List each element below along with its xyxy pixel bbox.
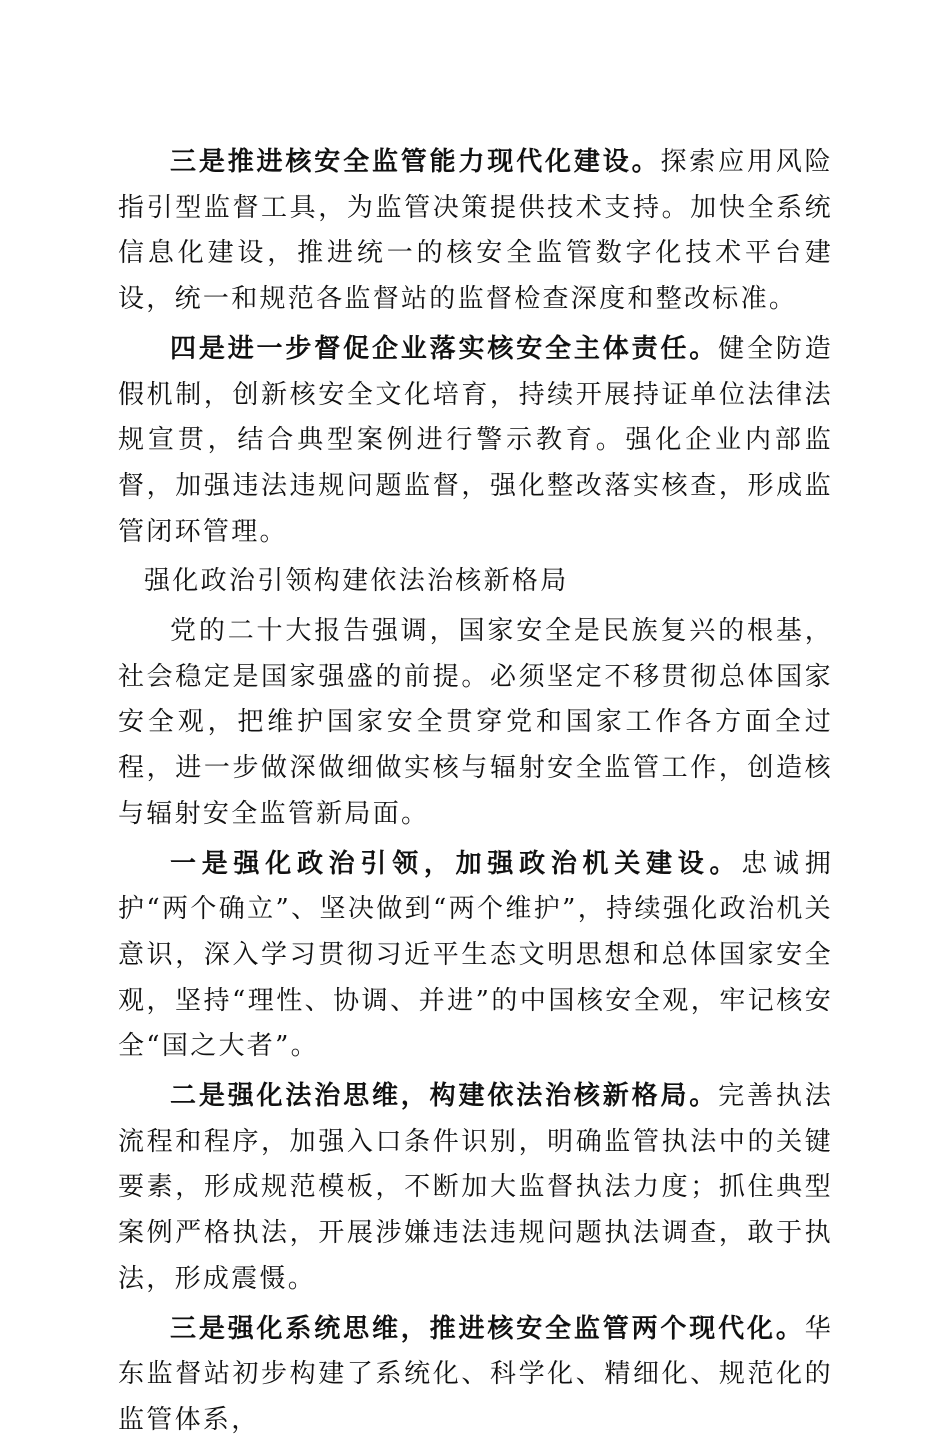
point-political-leadership bbox=[118, 842, 833, 1071]
paragraph-lead: 三是推进核安全监管能力现代化建设。 bbox=[170, 147, 661, 177]
paragraph-capability-modernization bbox=[118, 140, 833, 323]
paragraph-body: 探索应用风险指引型监督工具，为监管决策提供技术支持。加快全系统信息化建设，推进统一的核安全监管数字化技术平台建设，统一和规范各监督站的监督检查深度和整改标准。 bbox=[118, 147, 833, 315]
section-heading: 强化政治引领构建依法治核新格局 bbox=[144, 566, 569, 597]
paragraph-body: 健全防造假机制，创新核安全文化培育，持续开展持证单位法律法规宣贯，结合典型案例进行警示教育。强化企业内部监督，加强违法违规问题监督，强化整改落实核查，形成监管闭环管理。 bbox=[118, 333, 834, 547]
section-intro: 党的二十大报告强调，国家安全是民族复兴的根基，社会稳定是国家强盛的前提。必须坚定不移贯彻总体国家安全观，把维护国家安全贯穿党和国家工作各方面全过程，进一步做深做细做实核与辐射安全监管工作，创造核与辐射安全监管新局面。 bbox=[118, 616, 833, 829]
point-systems-thinking bbox=[118, 1307, 833, 1444]
point-lead: 二是强化法治思维，构建依法治核新格局。 bbox=[170, 1081, 719, 1112]
point-body: 完善执法流程和程序，加强入口条件识别，明确监管执法中的关键要素，形成规范模板，不断加大监督执法力度；抓住典型案例严格执法，开展涉嫌违法违规问题执法调查，敢于执法，形成震慑。 bbox=[118, 1081, 834, 1294]
document-body bbox=[118, 140, 833, 1444]
point-body: 忠诚拥护“两个确立”、坚决做到“两个维护”，持续强化政治机关意识，深入学习贯彻习近平生态文明思想和总体国家安全观，坚持“理性、协调、并进”的中国核安全观，牢记核安全“国之大者”。 bbox=[118, 848, 834, 1062]
paragraph-lead: 四是进一步督促企业落实核安全主体责任。 bbox=[170, 333, 719, 364]
point-body: 华东监督站初步构建了系统化、科学化、精细化、规范化的监管体系， bbox=[118, 1313, 833, 1435]
paragraph-enterprise-responsibility bbox=[118, 327, 833, 556]
point-lead: 三是强化系统思维，推进核安全监管两个现代化。 bbox=[170, 1313, 805, 1344]
point-rule-of-law bbox=[118, 1074, 833, 1303]
point-lead: 一是强化政治引领，加强政治机关建设。 bbox=[170, 848, 742, 879]
